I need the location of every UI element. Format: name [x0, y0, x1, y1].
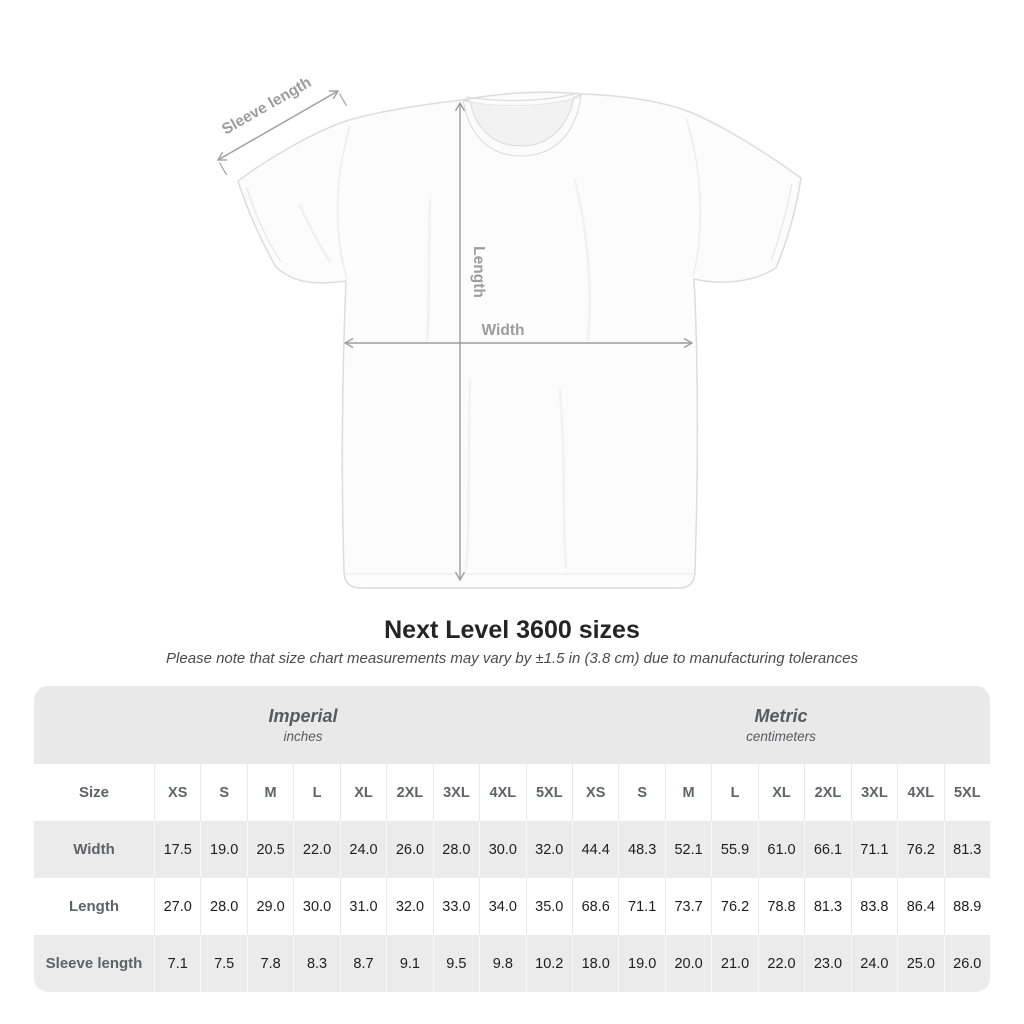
length-label: Length — [470, 246, 487, 298]
value-cell: 32.0 — [526, 821, 572, 878]
unit-group-metric — [572, 686, 990, 764]
value-cell: 8.7 — [340, 935, 386, 992]
value-cell: 71.1 — [851, 821, 897, 878]
value-cell: 71.1 — [618, 878, 664, 935]
value-cell: 20.0 — [665, 935, 711, 992]
value-cell: 24.0 — [340, 821, 386, 878]
row-label: Sleeve length — [34, 935, 154, 992]
size-header: 2XL — [386, 764, 432, 821]
value-cell: 78.8 — [758, 878, 804, 935]
value-cell: 32.0 — [386, 878, 432, 935]
value-cell: 18.0 — [572, 935, 618, 992]
value-cell: 9.8 — [479, 935, 525, 992]
size-header: S — [618, 764, 664, 821]
value-cell: 19.0 — [200, 821, 246, 878]
size-header: XS — [572, 764, 618, 821]
size-header: M — [665, 764, 711, 821]
value-cell: 26.0 — [944, 935, 990, 992]
value-cell: 7.8 — [247, 935, 293, 992]
value-cell: 26.0 — [386, 821, 432, 878]
value-cell: 34.0 — [479, 878, 525, 935]
size-table — [34, 686, 990, 992]
size-header: L — [293, 764, 339, 821]
size-header: 5XL — [944, 764, 990, 821]
tshirt-graphic — [238, 92, 801, 588]
width-label: Width — [481, 322, 525, 339]
size-header: M — [247, 764, 293, 821]
value-cell: 28.0 — [433, 821, 479, 878]
value-cell: 7.5 — [200, 935, 246, 992]
page-title: Next Level 3600 sizes — [384, 616, 640, 644]
value-cell: 48.3 — [618, 821, 664, 878]
value-cell: 9.1 — [386, 935, 432, 992]
value-cell: 68.6 — [572, 878, 618, 935]
value-cell: 30.0 — [479, 821, 525, 878]
value-cell: 73.7 — [665, 878, 711, 935]
value-cell: 66.1 — [804, 821, 850, 878]
value-cell: 27.0 — [154, 878, 200, 935]
value-cell: 81.3 — [944, 821, 990, 878]
tolerance-note: Please note that size chart measurements may vary by ±1.5 in (3.8 cm) due to manufacturing tolerances — [166, 650, 858, 667]
size-header: XL — [758, 764, 804, 821]
value-cell: 76.2 — [711, 878, 757, 935]
value-cell: 83.8 — [851, 878, 897, 935]
value-cell: 33.0 — [433, 878, 479, 935]
size-header: XL — [340, 764, 386, 821]
size-column-header: Size — [34, 764, 154, 821]
value-cell: 44.4 — [572, 821, 618, 878]
row-label: Width — [34, 821, 154, 878]
value-cell: 20.5 — [247, 821, 293, 878]
value-cell: 86.4 — [897, 878, 943, 935]
value-cell: 9.5 — [433, 935, 479, 992]
value-cell: 7.1 — [154, 935, 200, 992]
value-cell: 29.0 — [247, 878, 293, 935]
value-cell: 76.2 — [897, 821, 943, 878]
value-cell: 55.9 — [711, 821, 757, 878]
size-header: L — [711, 764, 757, 821]
size-header: 5XL — [526, 764, 572, 821]
size-header: 2XL — [804, 764, 850, 821]
value-cell: 28.0 — [200, 878, 246, 935]
value-cell: 81.3 — [804, 878, 850, 935]
sleeve-length-label: Sleeve length — [219, 73, 315, 139]
value-cell: 21.0 — [711, 935, 757, 992]
size-header: S — [200, 764, 246, 821]
imperial-label: Imperial — [268, 706, 338, 726]
value-cell: 23.0 — [804, 935, 850, 992]
value-cell: 88.9 — [944, 878, 990, 935]
row-label: Length — [34, 878, 154, 935]
value-cell: 30.0 — [293, 878, 339, 935]
value-cell: 25.0 — [897, 935, 943, 992]
sleeve-arrow-tick-left — [220, 163, 227, 175]
value-cell: 10.2 — [526, 935, 572, 992]
size-header: 4XL — [479, 764, 525, 821]
value-cell: 19.0 — [618, 935, 664, 992]
metric-label: Metric — [754, 706, 808, 726]
metric-unit: centimeters — [746, 729, 816, 744]
value-cell: 24.0 — [851, 935, 897, 992]
value-cell: 31.0 — [340, 878, 386, 935]
value-cell: 35.0 — [526, 878, 572, 935]
size-header: XS — [154, 764, 200, 821]
value-cell: 22.0 — [293, 821, 339, 878]
value-cell: 22.0 — [758, 935, 804, 992]
size-header: 4XL — [897, 764, 943, 821]
size-header: 3XL — [851, 764, 897, 821]
sleeve-arrow-tick-right — [340, 94, 347, 106]
value-cell: 8.3 — [293, 935, 339, 992]
unit-group-imperial — [34, 686, 572, 764]
value-cell: 17.5 — [154, 821, 200, 878]
value-cell: 61.0 — [758, 821, 804, 878]
value-cell: 52.1 — [665, 821, 711, 878]
size-header: 3XL — [433, 764, 479, 821]
imperial-unit: inches — [283, 729, 323, 744]
